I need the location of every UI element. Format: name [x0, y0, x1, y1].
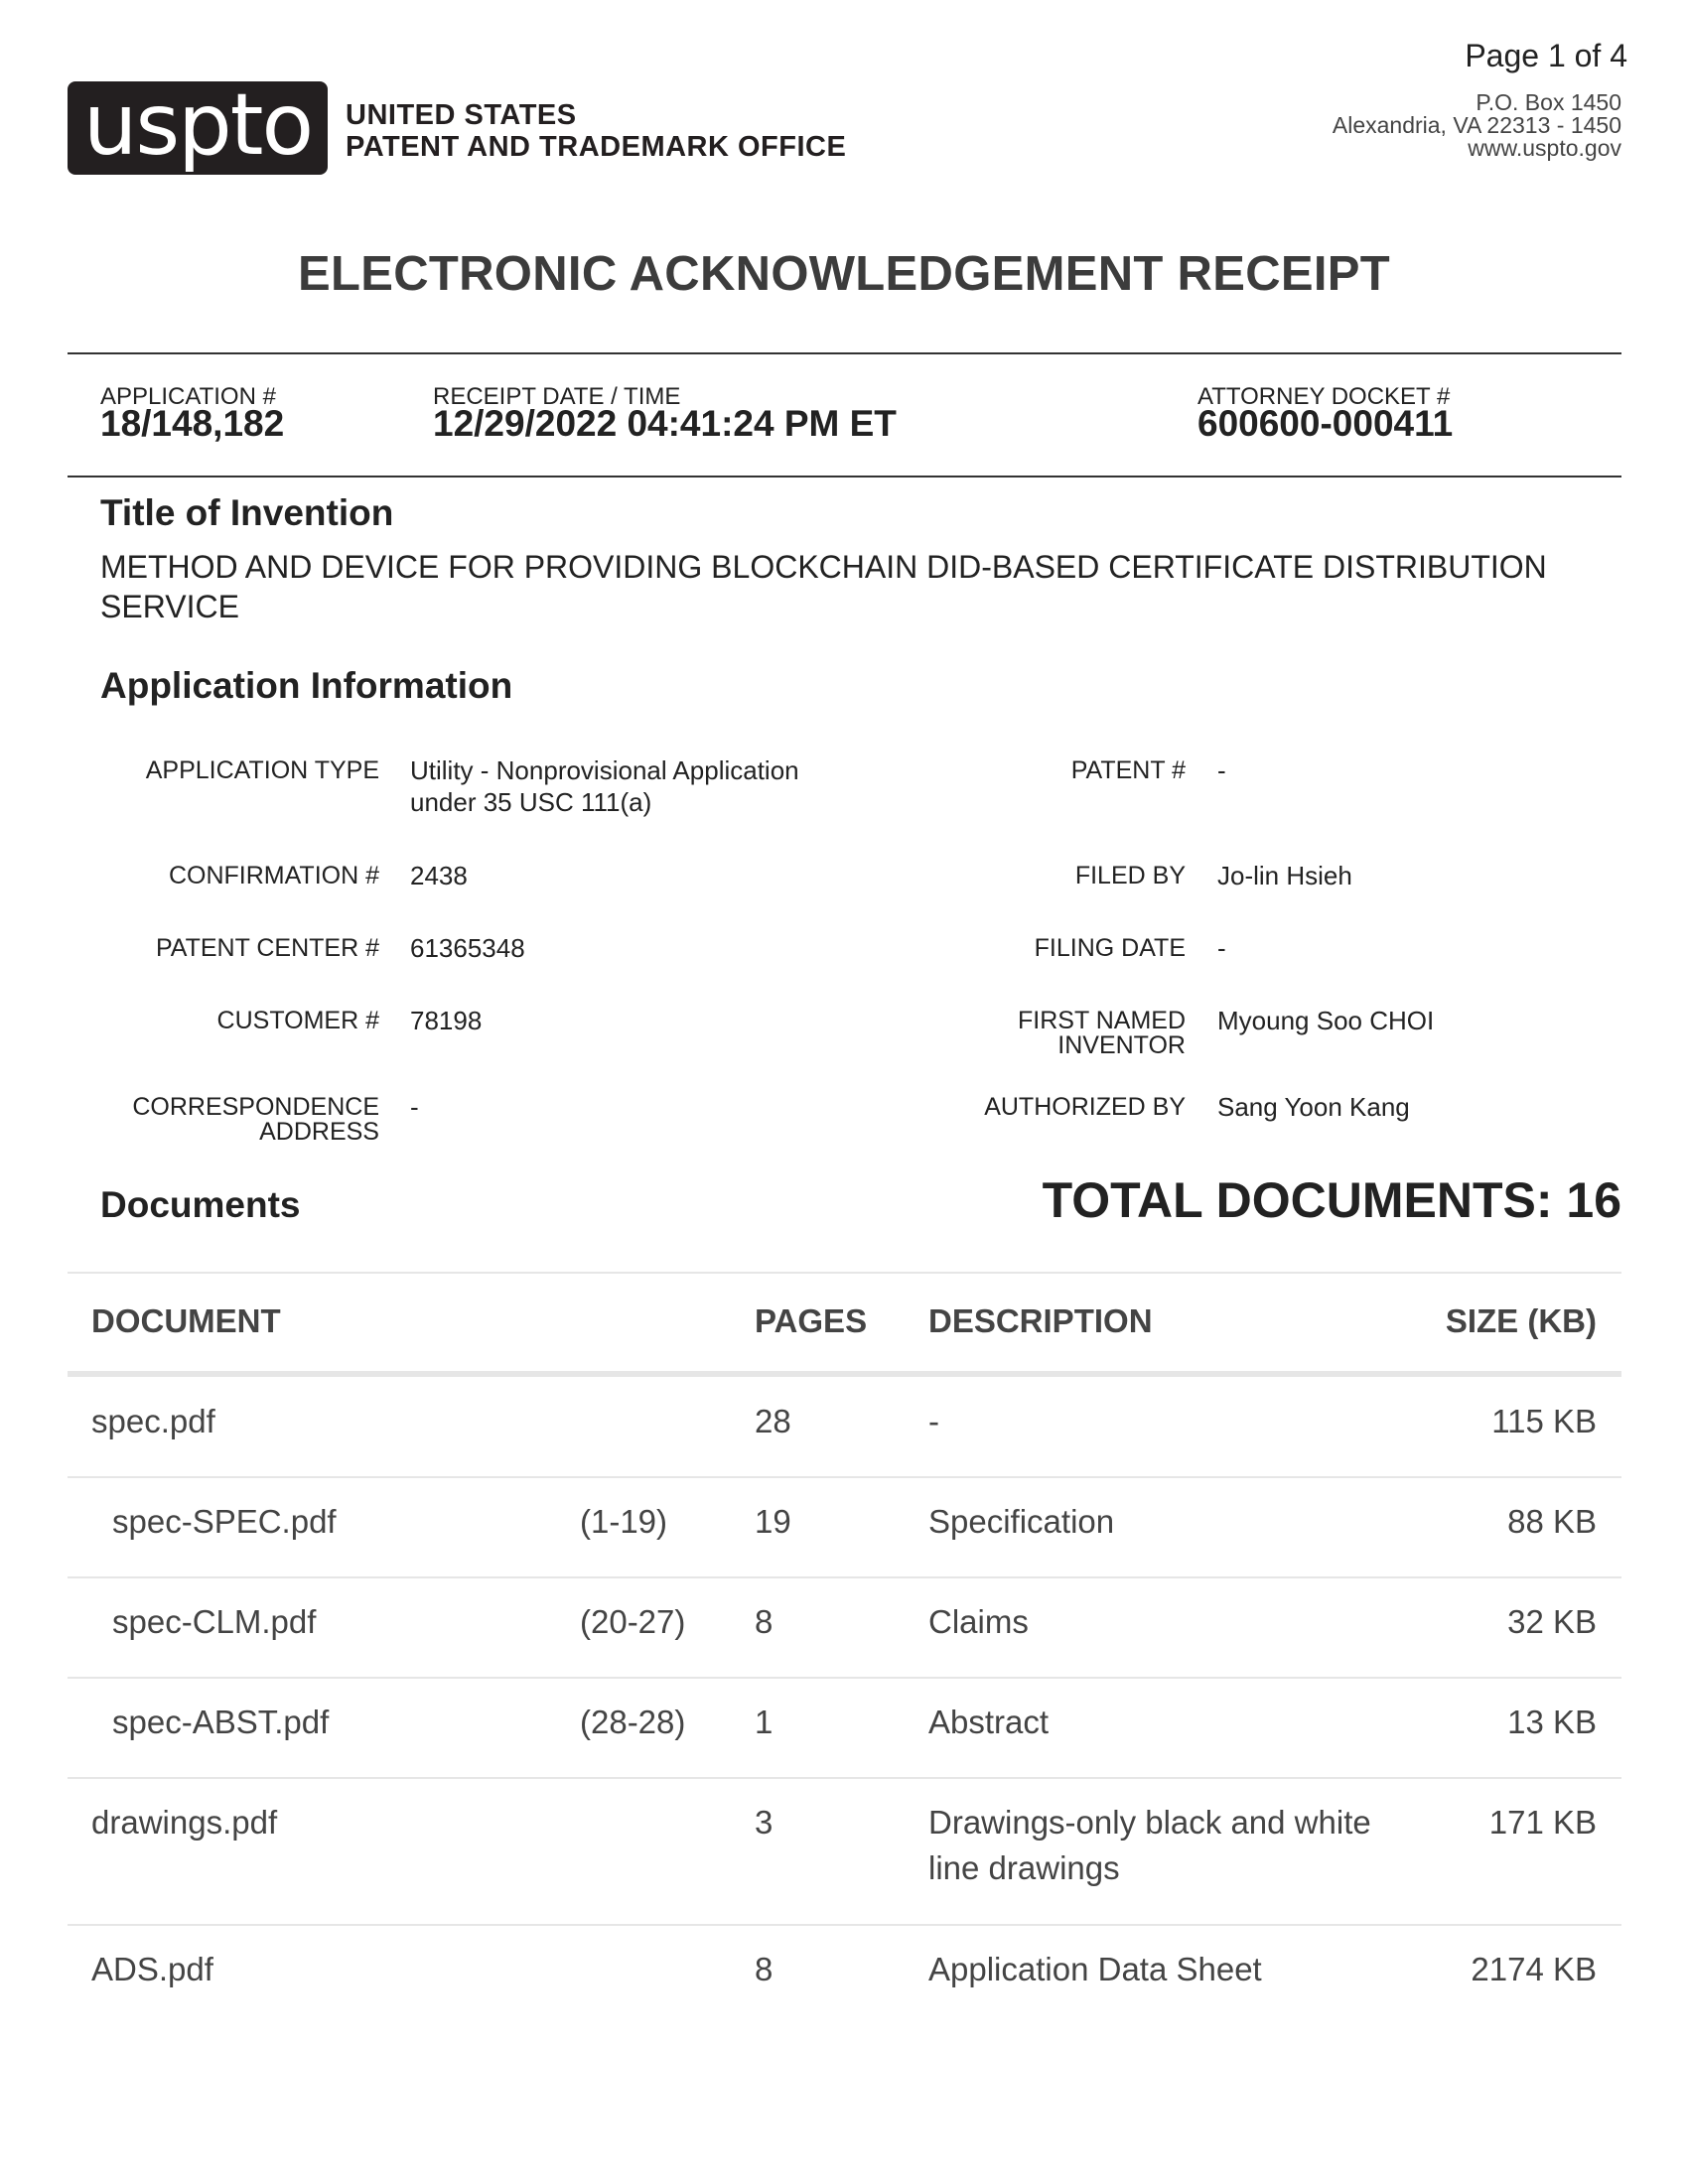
application-type-line2: under 35 USC 111(a)	[410, 787, 652, 817]
application-number-label: APPLICATION #	[100, 383, 276, 410]
document-pages: 1	[755, 1704, 774, 1740]
document-description	[928, 1800, 1371, 1891]
document-pages: 28	[755, 1403, 791, 1439]
documents-heading: Documents	[100, 1184, 301, 1225]
column-header-size: SIZE (KB)	[1445, 1302, 1597, 1339]
attorney-docket-label: ATTORNEY DOCKET #	[1197, 383, 1451, 410]
office-address	[1333, 91, 1621, 160]
logo-wordmark: uspto	[82, 75, 313, 175]
address-website: www.uspto.gov	[1468, 135, 1621, 161]
correspondence-address-value: -	[410, 1092, 419, 1122]
document-pages: 3	[755, 1804, 774, 1841]
address-line2: Alexandria, VA 22313 - 1450	[1332, 112, 1621, 138]
address-line1: P.O. Box 1450	[1476, 89, 1621, 115]
customer-label: CUSTOMER #	[216, 1007, 379, 1034]
document-description: -	[928, 1403, 939, 1439]
document-name: spec-SPEC.pdf	[112, 1503, 337, 1540]
filing-date-label: FILING DATE	[1034, 934, 1186, 962]
invention-heading: Title of Invention	[100, 492, 394, 533]
office-name	[346, 99, 846, 163]
page-indicator: Page 1 of 4	[1465, 38, 1627, 73]
document-size: 115 KB	[1491, 1403, 1597, 1439]
document-size: 171 KB	[1488, 1804, 1597, 1841]
application-number-value: 18/148,182	[100, 403, 285, 444]
document-size: 13 KB	[1507, 1704, 1597, 1740]
uspto-logo	[68, 75, 328, 175]
row-divider	[68, 1924, 1621, 1926]
document-description-line1: Drawings-only black and white	[928, 1804, 1371, 1841]
table-header-border	[68, 1371, 1621, 1377]
application-type-value	[410, 754, 799, 818]
patent-number-value: -	[1217, 755, 1226, 785]
page-title: ELECTRONIC ACKNOWLEDGEMENT RECEIPT	[298, 247, 1390, 301]
invention-title: METHOD AND DEVICE FOR PROVIDING BLOCKCHAIN DID-BASED CERTIFICATE DISTRIBUTION SERVICE	[100, 549, 1547, 624]
document-description: Claims	[928, 1603, 1029, 1640]
document-page-range: (1-19)	[580, 1503, 668, 1540]
authorized-by-value: Sang Yoon Kang	[1217, 1092, 1410, 1122]
table-top-border	[68, 1272, 1621, 1274]
filed-by-value: Jo-lin Hsieh	[1217, 861, 1352, 890]
document-name: spec-ABST.pdf	[112, 1704, 330, 1740]
document-size: 2174 KB	[1471, 1951, 1597, 1987]
divider-top	[68, 352, 1621, 354]
document-page-range: (20-27)	[580, 1603, 686, 1640]
application-type-line1: Utility - Nonprovisional Application	[410, 755, 799, 785]
document-description: Specification	[928, 1503, 1115, 1540]
document-pages: 8	[755, 1603, 774, 1640]
first-inventor-label-line1: FIRST NAMED	[1018, 1007, 1186, 1034]
correspondence-label-line1: CORRESPONDENCE	[132, 1093, 379, 1121]
customer-value: 78198	[410, 1006, 483, 1035]
application-type-label: APPLICATION TYPE	[145, 756, 379, 784]
column-header-pages: PAGES	[755, 1302, 868, 1339]
document-size: 88 KB	[1507, 1503, 1597, 1540]
filing-date-value: -	[1217, 933, 1226, 963]
application-info-heading: Application Information	[100, 665, 513, 706]
document-page-range: (28-28)	[580, 1704, 686, 1740]
confirmation-label: CONFIRMATION #	[168, 862, 379, 889]
document-pages: 8	[755, 1951, 774, 1987]
office-name-line2: PATENT AND TRADEMARK OFFICE	[346, 131, 847, 163]
filed-by-label: FILED BY	[1074, 862, 1186, 889]
row-divider	[68, 1576, 1621, 1578]
document-pages: 19	[755, 1503, 791, 1540]
divider-meta	[68, 476, 1621, 478]
document-name: spec.pdf	[91, 1403, 215, 1439]
office-name-line1: UNITED STATES	[346, 99, 577, 131]
column-header-document: DOCUMENT	[91, 1302, 281, 1339]
attorney-docket-value: 600600-000411	[1197, 403, 1454, 444]
correspondence-address-label	[132, 1095, 379, 1145]
document-description: Application Data Sheet	[928, 1951, 1262, 1987]
document-name: ADS.pdf	[91, 1951, 213, 1987]
document-description: Abstract	[928, 1704, 1050, 1740]
authorized-by-label: AUTHORIZED BY	[984, 1093, 1186, 1121]
receipt-date-value: 12/29/2022 04:41:24 PM ET	[433, 403, 897, 444]
correspondence-label-line2: ADDRESS	[259, 1118, 379, 1146]
document-description-line2: line drawings	[928, 1849, 1120, 1886]
column-header-description: DESCRIPTION	[928, 1302, 1153, 1339]
patent-center-label: PATENT CENTER #	[155, 934, 379, 962]
confirmation-value: 2438	[410, 861, 468, 890]
patent-center-value: 61365348	[410, 933, 525, 963]
row-divider	[68, 1777, 1621, 1779]
document-size: 32 KB	[1507, 1603, 1597, 1640]
first-inventor-label-line2: INVENTOR	[1057, 1031, 1186, 1059]
total-documents: TOTAL DOCUMENTS: 16	[1042, 1172, 1621, 1228]
first-named-inventor-label	[1018, 1009, 1186, 1058]
receipt-date-label: RECEIPT DATE / TIME	[433, 383, 681, 410]
patent-number-label: PATENT #	[1070, 756, 1186, 784]
document-name: drawings.pdf	[91, 1804, 278, 1841]
row-divider	[68, 1677, 1621, 1679]
document-name: spec-CLM.pdf	[112, 1603, 317, 1640]
row-divider	[68, 1476, 1621, 1478]
first-named-inventor-value: Myoung Soo CHOI	[1217, 1006, 1435, 1035]
